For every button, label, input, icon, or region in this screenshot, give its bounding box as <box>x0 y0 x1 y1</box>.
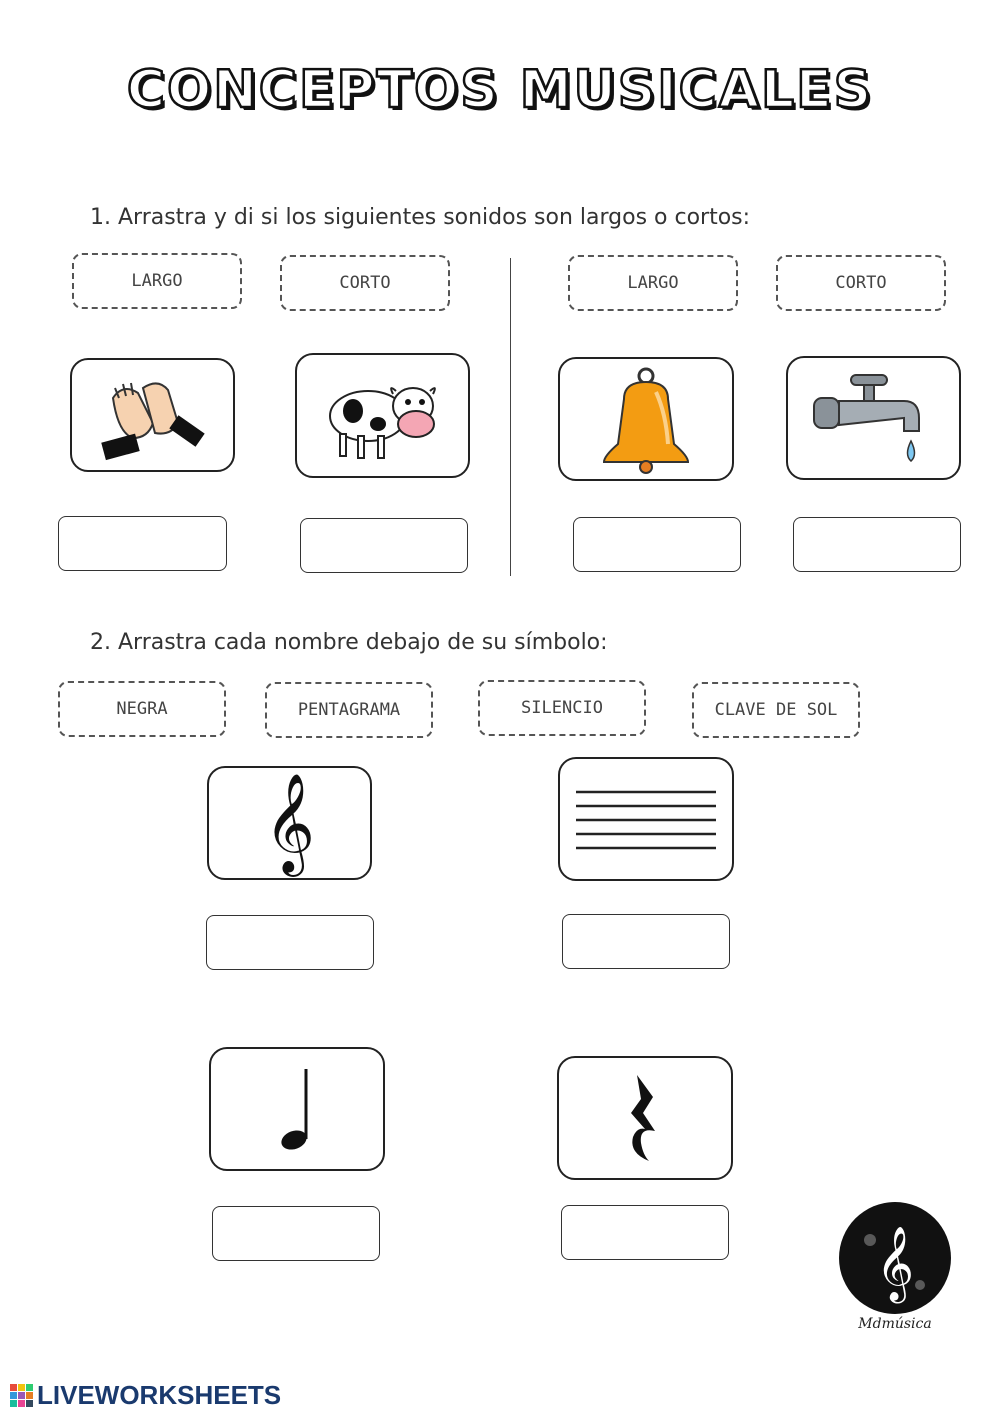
card-faucet <box>786 356 961 480</box>
drag-chip-pentagrama[interactable]: PENTAGRAMA <box>265 682 433 738</box>
svg-text:𝄞: 𝄞 <box>876 1227 914 1301</box>
drag-chip-negra[interactable]: NEGRA <box>58 681 226 737</box>
page-title: CONCEPTOS MUSICALES <box>126 60 874 120</box>
cow-icon <box>318 366 448 466</box>
drag-chip-corto-left[interactable]: CORTO <box>280 255 450 311</box>
drag-chip-clave-de-sol[interactable]: CLAVE DE SOL <box>692 682 860 738</box>
liveworksheets-logo-icon <box>10 1384 33 1407</box>
quarter-rest-icon <box>625 1073 665 1163</box>
drop-box-treble-clef[interactable] <box>206 915 374 970</box>
drop-box-clapping[interactable] <box>58 516 227 571</box>
logo <box>800 1190 990 1340</box>
drop-box-bell[interactable] <box>573 517 741 572</box>
card-cow <box>295 353 470 478</box>
footer-brand <box>10 1380 281 1411</box>
staff-lines-icon <box>576 784 716 854</box>
dripping-faucet-icon <box>809 363 939 473</box>
drag-chip-largo-left[interactable]: LARGO <box>72 253 242 309</box>
card-staff <box>558 757 734 881</box>
drop-box-cow[interactable] <box>300 518 468 573</box>
card-quarter-rest <box>557 1056 733 1180</box>
drag-chip-largo-right[interactable]: LARGO <box>568 255 738 311</box>
logo-text: Mdmúsica <box>858 1316 932 1332</box>
bell-icon <box>596 364 696 474</box>
card-bell <box>558 357 734 481</box>
drop-box-quarter-note[interactable] <box>212 1206 380 1261</box>
quarter-note-icon <box>272 1064 322 1154</box>
question-1: 1. Arrastra y di si los siguientes sonidos son largos o cortos: <box>90 205 751 230</box>
drag-chip-corto-right[interactable]: CORTO <box>776 255 946 311</box>
section-divider <box>510 258 511 576</box>
card-clapping <box>70 358 235 472</box>
drop-box-faucet[interactable] <box>793 517 961 572</box>
treble-clef-icon: 𝄞 <box>264 773 315 873</box>
clapping-hands-icon <box>93 368 213 463</box>
question-2: 2. Arrastra cada nombre debajo de su símbolo: <box>90 630 608 655</box>
card-quarter-note <box>209 1047 385 1171</box>
card-treble-clef <box>207 766 372 880</box>
drop-box-staff[interactable] <box>562 914 730 969</box>
drag-chip-silencio[interactable]: SILENCIO <box>478 680 646 736</box>
drop-box-quarter-rest[interactable] <box>561 1205 729 1260</box>
footer-brand-text: LIVEWORKSHEETS <box>37 1380 282 1410</box>
